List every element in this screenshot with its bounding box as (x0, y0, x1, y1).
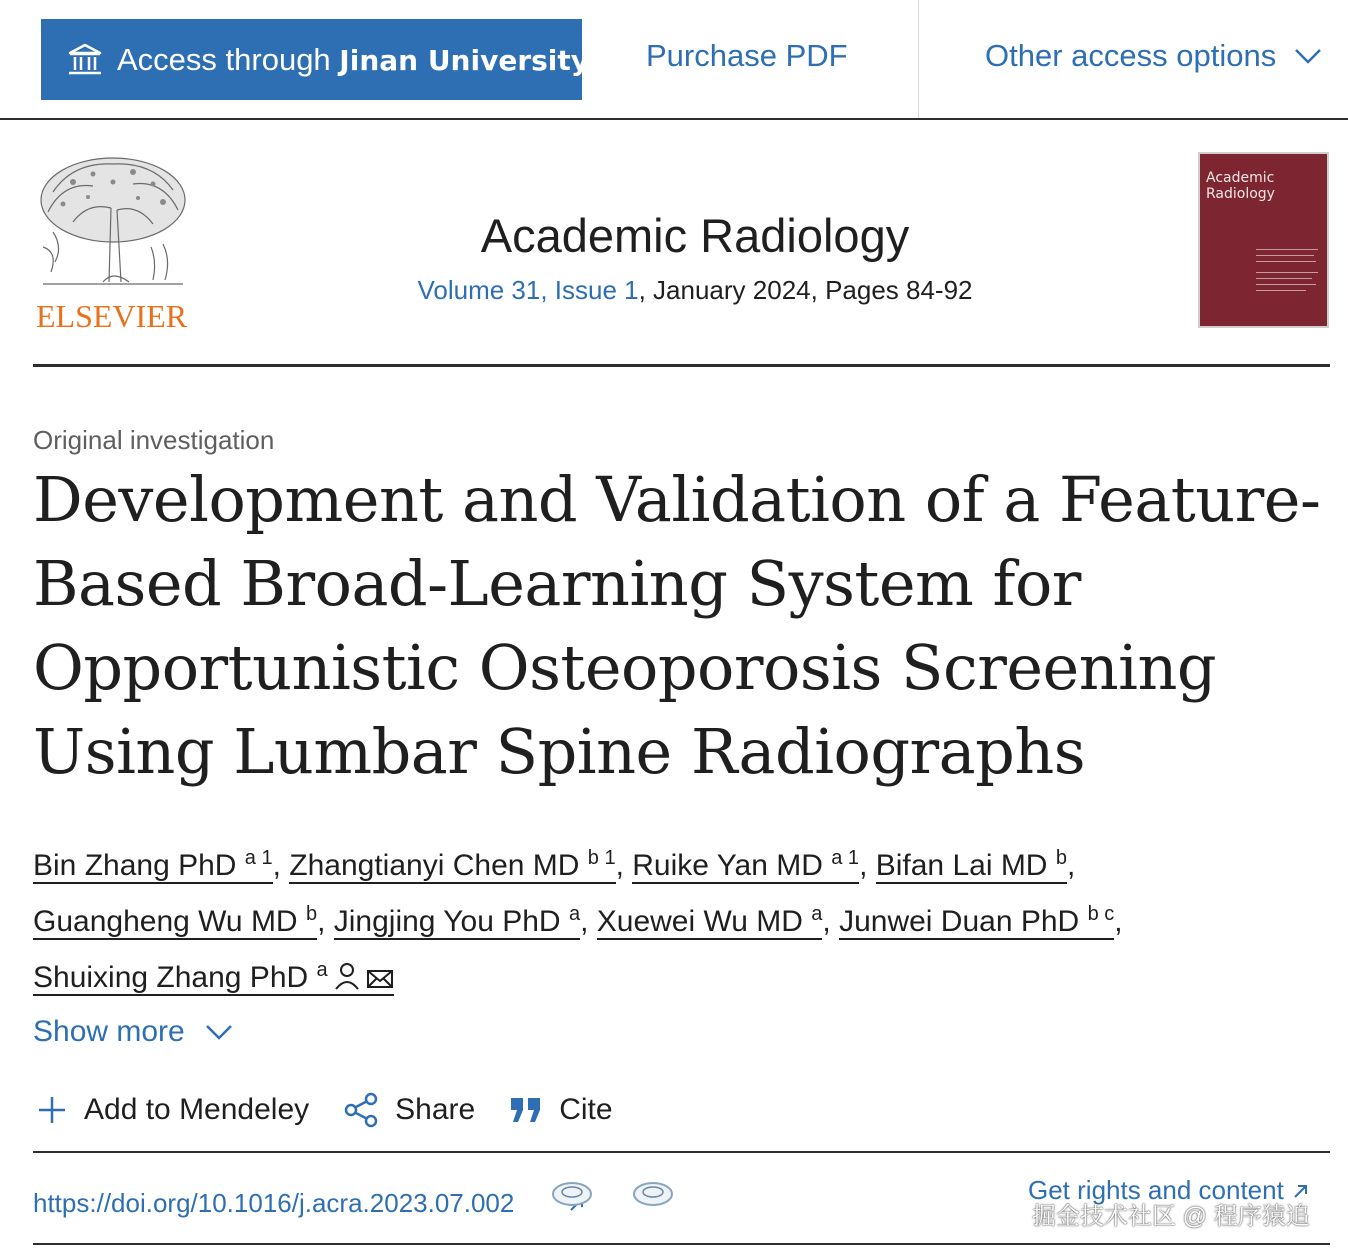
rights-label: Get rights and content (1028, 1175, 1284, 1205)
journal-cover-thumbnail[interactable] (1198, 152, 1329, 328)
add-to-mendeley-button[interactable] (36, 1093, 309, 1127)
cover-text-line (1256, 284, 1316, 285)
author-link[interactable]: Jingjing You PhD $^a$ (333, 903, 581, 938)
elsevier-wordmark: ELSEVIER (36, 298, 188, 334)
cite-label: Cite (559, 1093, 613, 1126)
footer-divider (33, 1243, 1330, 1245)
article-type: Original investigation (33, 425, 275, 455)
author-link[interactable]: Xuewei Wu MD $^a$ (596, 903, 823, 938)
issue-date-pages: , January 2024, Pages 84-92 (638, 275, 973, 305)
chevron-down-icon (205, 1023, 233, 1041)
watermark-text: 掘金技术社区 @ 程序猿追 (1032, 1203, 1310, 1230)
other-access-options-dropdown[interactable] (985, 38, 1322, 74)
actions-divider (33, 1151, 1330, 1153)
author-link[interactable]: Bifan Lai MD $^b$ (875, 847, 1067, 882)
person-icon (334, 957, 360, 1005)
show-more-toggle[interactable] (33, 1015, 233, 1049)
envelope-icon (366, 957, 394, 1005)
journal-title[interactable]: Academic Radiology (480, 209, 910, 262)
plugin-badge-icon[interactable] (632, 1180, 674, 1208)
plus-icon (36, 1094, 68, 1126)
doi-link[interactable] (33, 1188, 588, 1219)
chevron-down-icon (1294, 47, 1322, 65)
volume-issue-link[interactable]: Volume 31, Issue 1 (417, 275, 639, 305)
mendeley-label: Add to Mendeley (84, 1093, 310, 1126)
doi-text: https://doi.org/10.1016/j.acra.2023.07.002 (33, 1188, 515, 1218)
show-more-label: Show more (33, 1015, 185, 1048)
quote-icon (509, 1096, 543, 1124)
author-link[interactable]: Junwei Duan PhD $^{b c}$ (839, 903, 1115, 938)
cover-text-line (1256, 272, 1318, 273)
share-icon (343, 1092, 379, 1128)
plugin-badge-icon[interactable] (551, 1180, 593, 1208)
purchase-pdf-link[interactable]: Purchase PDF (646, 38, 848, 73)
corresponding-author-link[interactable]: Shuixing Zhang PhD $^a$ (33, 961, 394, 996)
cover-text-line (1256, 290, 1306, 291)
header-divider (33, 364, 1330, 367)
other-access-label: Other access options (985, 38, 1277, 73)
article-title: Development and Validation of a Feature-Based Broad-Learning System for Opportunistic Osteoporosis Screening Using Lumbar Spine Radiographs (33, 463, 1321, 788)
author-link[interactable]: Zhangtianyi Chen MD $^{b 1}$ (289, 847, 616, 882)
author-link[interactable]: Ruike Yan MD $^{a 1}$ (632, 847, 860, 882)
cover-title: Academic Radiology (1206, 170, 1275, 202)
author-list: Bin Zhang PhD $^{a 1}$, Zhangtianyi Chen MD $^{b 1}$, Ruike Yan MD $^{a 1}$, Bifan Lai MD $^b$, Guangheng Wu MD $^b$, Jingjing You PhD $^a$, Xuewei Wu MD $^a$, Junwei Duan PhD $^{b c}$, Shuixing Zhang PhD $^a$ (33, 834, 1333, 1005)
journal-issue-info (0, 275, 1348, 306)
cite-button[interactable] (509, 1093, 612, 1127)
institution-icon (67, 42, 103, 78)
cover-text-line (1256, 255, 1314, 256)
author-link[interactable]: Bin Zhang PhD $^{a 1}$ (33, 847, 273, 882)
cover-text-line (1256, 278, 1312, 279)
share-label: Share (395, 1093, 476, 1126)
access-bar (0, 0, 1348, 120)
cover-text-line (1256, 261, 1316, 262)
cover-text-line (1256, 249, 1318, 250)
article-actions (36, 1092, 647, 1128)
access-through-institution-button[interactable] (41, 19, 590, 100)
divider (918, 0, 919, 118)
access-button-label: Access through Jinan University (117, 41, 590, 77)
share-button[interactable] (343, 1092, 475, 1128)
author-link[interactable]: Guangheng Wu MD $^b$ (33, 903, 318, 938)
